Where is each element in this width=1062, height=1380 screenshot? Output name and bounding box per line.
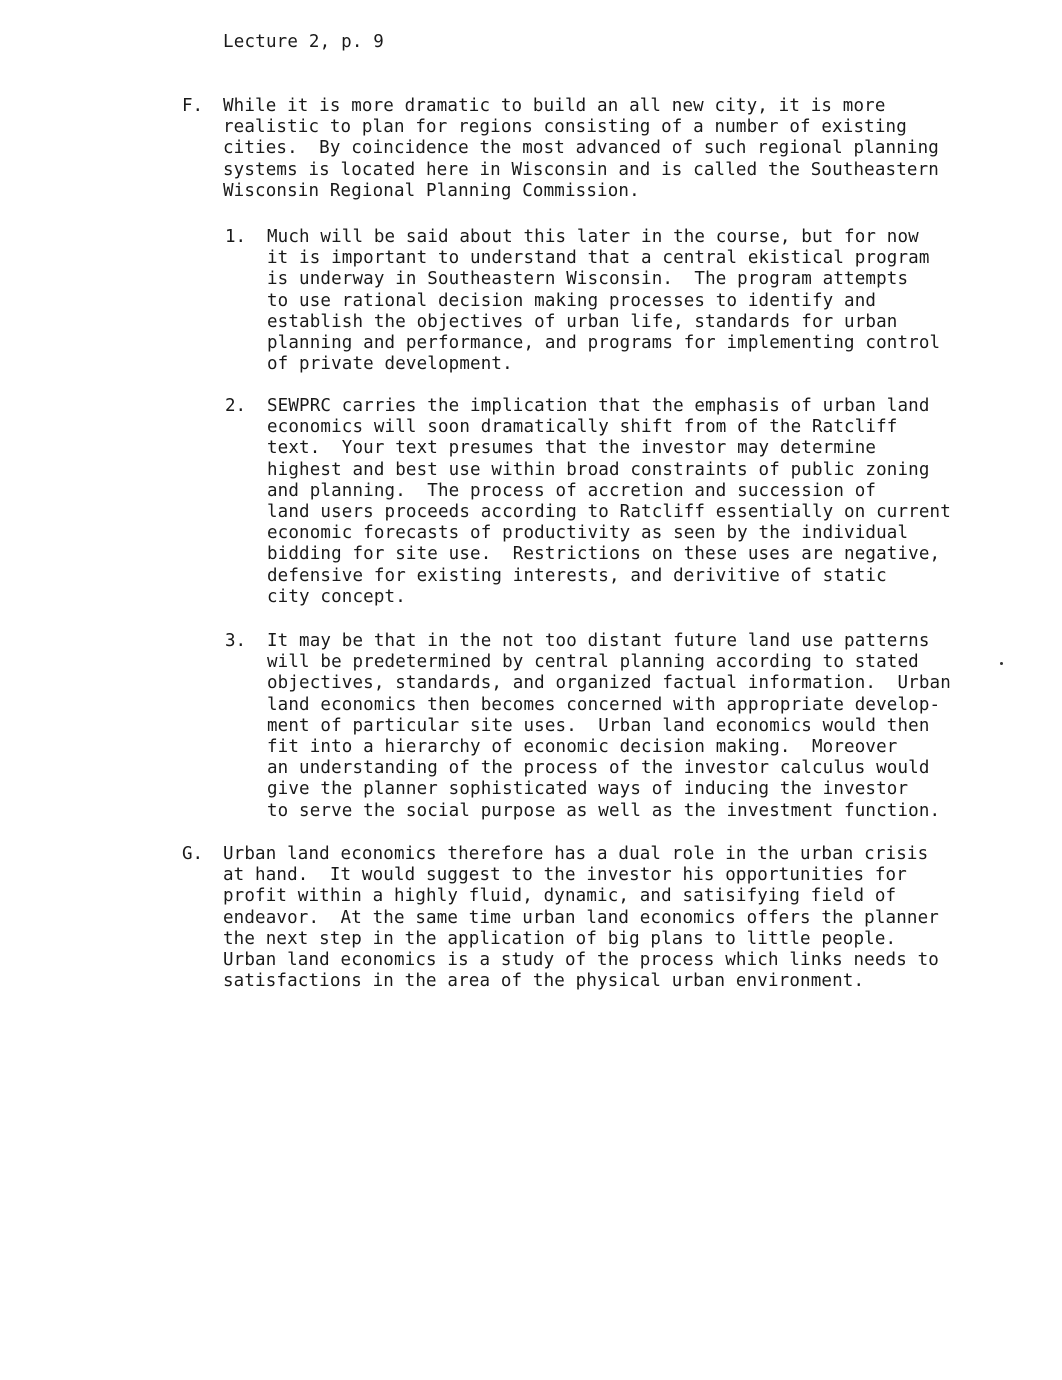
text-line: highest and best use within broad constraints of public zoning bbox=[267, 459, 930, 480]
item-2-paragraph bbox=[267, 396, 951, 608]
text-line: land users proceeds according to Ratcliff essentially on current bbox=[267, 502, 951, 523]
text-line: defensive for existing interests, and derivitive of static bbox=[267, 565, 887, 586]
text-line: to use rational decision making processes to identify and bbox=[267, 290, 877, 311]
text-line: Wisconsin Regional Planning Commission. bbox=[223, 180, 640, 201]
text-line: land economics then becomes concerned with appropriate develop- bbox=[267, 694, 941, 715]
text-line: an understanding of the process of the investor calculus would bbox=[267, 758, 930, 779]
text-line: to serve the social purpose as well as the investment function. bbox=[267, 800, 941, 821]
text-line: city concept. bbox=[267, 586, 406, 607]
text-line: bidding for site use. Restrictions on these uses are negative, bbox=[267, 544, 941, 565]
text-line: at hand. It would suggest to the investor his opportunities for bbox=[223, 865, 907, 886]
text-line: text. Your text presumes that the investor may determine bbox=[267, 438, 877, 459]
item-marker-1: 1. bbox=[225, 227, 247, 247]
text-line: Urban land economics therefore has a dual role in the urban crisis bbox=[223, 844, 929, 864]
text-line: objectives, standards, and organized factual information. Urban bbox=[267, 673, 951, 694]
section-f-paragraph bbox=[223, 96, 939, 202]
section-g-paragraph bbox=[223, 844, 939, 992]
text-line: economic forecasts of productivity as seen by the individual bbox=[267, 523, 909, 544]
text-line: give the planner sophisticated ways of inducing the investor bbox=[267, 779, 909, 800]
text-line: planning and performance, and programs for implementing control bbox=[267, 333, 941, 354]
text-line: Urban land economics is a study of the process which links needs to bbox=[223, 950, 939, 971]
text-line: fit into a hierarchy of economic decision making. Moreover bbox=[267, 737, 898, 758]
text-line: of private development. bbox=[267, 354, 513, 375]
text-line: economics will soon dramatically shift from of the Ratcliff bbox=[267, 417, 898, 438]
text-line: and planning. The process of accretion and succession of bbox=[267, 480, 877, 501]
text-line: it is important to understand that a central ekistical program bbox=[267, 248, 930, 269]
text-line: endeavor. At the same time urban land economics offers the planner bbox=[223, 907, 939, 928]
text-line: SEWPRC carries the implication that the emphasis of urban land bbox=[267, 396, 930, 416]
text-line: will be predetermined by central planning according to stated bbox=[267, 652, 919, 673]
text-line: the next step in the application of big plans to little people. bbox=[223, 928, 897, 949]
section-marker-g: G. bbox=[182, 844, 204, 864]
text-line: It may be that in the not too distant future land use patterns bbox=[267, 631, 930, 651]
text-line: While it is more dramatic to build an all new city, it is more bbox=[223, 96, 886, 116]
text-line: satisfactions in the area of the physical urban environment. bbox=[223, 971, 865, 992]
text-line: systems is located here in Wisconsin and is called the Southeastern bbox=[223, 159, 939, 180]
page-header: Lecture 2, p. 9 bbox=[223, 32, 385, 52]
text-line: cities. By coincidence the most advanced of such regional planning bbox=[223, 138, 939, 159]
item-marker-2: 2. bbox=[225, 396, 247, 416]
item-1-paragraph bbox=[267, 227, 940, 375]
item-3-paragraph bbox=[267, 631, 951, 822]
text-line: profit within a highly fluid, dynamic, and satisifying field of bbox=[223, 886, 897, 907]
text-line: realistic to plan for regions consisting of a number of existing bbox=[223, 117, 907, 138]
text-line: ment of particular site uses. Urban land economics would then bbox=[267, 715, 930, 736]
stray-mark bbox=[1000, 662, 1003, 665]
section-marker-f: F. bbox=[182, 96, 204, 116]
text-line: is underway in Southeastern Wisconsin. The program attempts bbox=[267, 269, 909, 290]
text-line: Much will be said about this later in the course, but for now bbox=[267, 227, 919, 247]
text-line: establish the objectives of urban life, standards for urban bbox=[267, 311, 898, 332]
item-marker-3: 3. bbox=[225, 631, 247, 651]
